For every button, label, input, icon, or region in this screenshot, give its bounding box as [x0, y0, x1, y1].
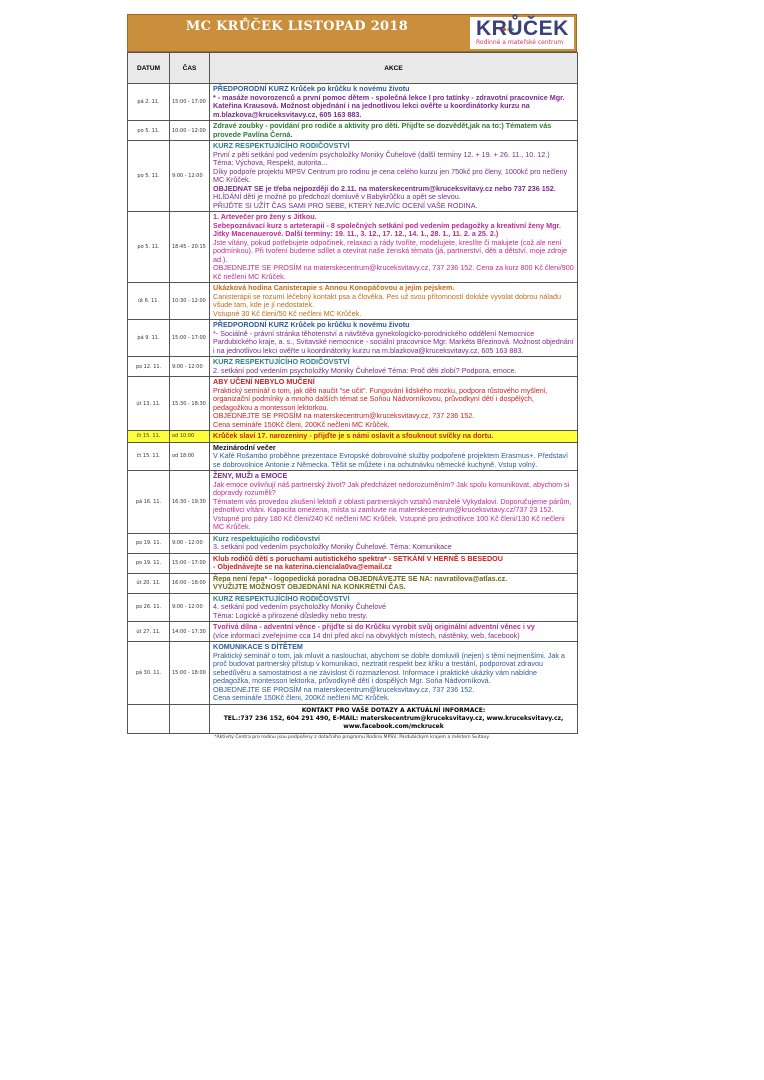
event-time: 15:00 - 17:00	[170, 553, 210, 573]
event-row	[128, 442, 578, 471]
event-text-line: KURZ RESPEKTUJÍCÍHO RODIČOVSTVÍ	[213, 357, 350, 366]
event-row	[128, 377, 578, 431]
event-text-line: OBJEDNEJTE SE PROSÍM na materskecentrum@kruceksvitavy.cz, 737 236 152.	[213, 411, 475, 420]
event-time: 9:00 - 12:00	[170, 533, 210, 553]
event-text-line: 2. setkání pod vedením psycholožky Moniky Čuhelové Téma: Proč děti zlobí? Podpora, emoce.	[213, 365, 517, 375]
event-time: 15:00 - 17:00	[170, 320, 210, 357]
event-text-line: Tématem vás provedou zkušení lektoři z oblasti partnerských vztahů manželé Vykydalovi. Doporučujeme párům, jednotlivci vítáni. Kapacita omezena, místa si zamluvte na materskecentrum@kruceksvitavy.cz/737 23 152. Vstupné pro páry 180 Kč členi/240 Kč nečleni MC Krůček. Vstupné pro jednotlivce 100 Kč členi/130 Kč nečleni MC Krůček.	[213, 496, 572, 531]
col-header-cas: ČAS	[170, 53, 210, 84]
event-text-line: Ukázková hodina Canisterapie s Annou Konopáčovou a jejím pejskem.	[213, 283, 455, 292]
event-description	[210, 357, 578, 377]
event-text-line: PŘEDPORODNÍ KURZ Krůček po krůčku k novému životu	[213, 320, 410, 329]
event-text-line: KOMUNIKACE S DÍTĚTEM	[213, 642, 303, 651]
event-description	[210, 141, 578, 212]
contact-spacer	[170, 704, 210, 733]
event-row	[128, 471, 578, 534]
event-text-line: Jak emoce ovlivňují náš partnerský život? Jak předcházet nedorozuměním? Jak spolu komunikovat, abychom si dopravdy rozuměli?	[213, 479, 570, 497]
event-row	[128, 357, 578, 377]
logo-subtitle: Rodinné a mateřské centrum	[476, 39, 564, 46]
event-description	[210, 442, 578, 471]
event-row	[128, 283, 578, 320]
event-time: 18:45 - 20:15	[170, 212, 210, 283]
event-date: pá 16. 11.	[128, 471, 170, 534]
event-description	[210, 593, 578, 622]
event-description	[210, 642, 578, 705]
event-date: út 27. 11.	[128, 622, 170, 642]
event-row	[128, 84, 578, 121]
event-description	[210, 377, 578, 431]
event-time: 16:00 - 18:00	[170, 573, 210, 593]
event-description	[210, 471, 578, 534]
event-text-line: První z pěti setkání pod vedením psycholožky Moniky Čuhelové (další termíny 12. + 19. + 26. 11., 10. 12.)	[213, 149, 550, 159]
event-text-line: Canisterapii se rozumí léčebný kontakt psa a člověka. Pes už svou přítomností dokáže vyvolat dobrou náladu všude tam, kde je jí nedostatek.	[213, 291, 561, 309]
event-text-line: Cena semináře 150Kč členi, 200Kč nečleni MC Krůček.	[213, 419, 390, 429]
event-description	[210, 121, 578, 141]
event-time: 16:30 - 19:30	[170, 471, 210, 534]
event-time: 9:00 - 12:00	[170, 357, 210, 377]
event-time: od 10:00	[170, 431, 210, 443]
event-text-line: Praktický seminář o tom, jak děti naučit "se učit". Fungování lidského mozku, podpora růstového myšlení, organizační podmínky a mnoho dalších témat se Soňou Nádvorníkovou, průvodkyní dětí i dospělých, pedagožkou a montessori lektorkou.	[213, 385, 548, 412]
event-text-line: Vstupné 30 Kč členi/50 Kč nečleni MC Krůček.	[213, 308, 362, 318]
event-text-line: Díky podpoře projektu MPSV Centrum pro rodinu je cena celého kurzu jen 750kč pro členy, 1000kč pro nečleny MC Krůček.	[213, 166, 568, 184]
event-date: po 19. 11.	[128, 553, 170, 573]
event-text-line: *- Sociálně - právní stránka těhotenství a návštěva gynekologicko-porodnického oddělení Nemocnice Pardubického kraje, a. s., Svitavské nemocnice - sociální pracovnice Mgr. Markéta Březinová. Možnost objednání i na jednotlivou lekci ověřte u koordinátorky kurzu na m.blazkova@kruceksvitavy.cz, 605 163 883.	[213, 328, 574, 355]
event-text-line: ŽENY, MUŽI a EMOCE	[213, 471, 288, 480]
event-row	[128, 573, 578, 593]
event-time: od 18:00	[170, 442, 210, 471]
event-date: pá 2. 11.	[128, 84, 170, 121]
contact-heading: KONTAKT PRO VAŠE DOTAZY A AKTUÁLNÍ INFORMACE:	[301, 706, 486, 714]
event-row	[128, 212, 578, 283]
col-header-akce: AKCE	[210, 53, 578, 84]
event-description	[210, 84, 578, 121]
logo-wordmark: KRŮČEK	[476, 17, 569, 40]
event-date: út 6. 11.	[128, 283, 170, 320]
event-time: 15:00 - 17:00	[170, 84, 210, 121]
event-text-line: Téma: Logické a přirozené důsledky nebo tresty.	[213, 610, 368, 620]
event-text-line: * - masáže novorozenců a první pomoc dětem - společná lekce I pro tatínky - zdravotní pracovnice Mgr. Kateřina Krausová. Možnost objednání i na jednotlivou lekci ověřte u koordinátorky kurzu na m.blazkova@kruceksvitavy.cz, 605 163 883.	[213, 92, 565, 119]
table-header-row	[128, 53, 578, 84]
event-text-line: - Objednávejte se na katerina.cienciala0va@email.cz	[213, 562, 392, 571]
event-date: pá 30. 11.	[128, 642, 170, 705]
event-row	[128, 533, 578, 553]
event-row	[128, 320, 578, 357]
event-text-line: 3. setkání pod vedením psycholožky Moniky Čuhelové. Téma: Komunikace	[213, 542, 452, 551]
krucek-logo	[470, 17, 574, 49]
contact-details: TEL.:737 236 152, 604 291 490, E-MAIL: materskecentrum@kruceksvitavy.cz, www.kruceksvitavy.cz,	[223, 714, 564, 722]
event-text-line: 1. Artevečer pro ženy s Jitkou.	[213, 212, 317, 221]
event-description	[210, 212, 578, 283]
event-row	[128, 642, 578, 705]
footnote: *Aktivity Centra pro rodinu jsou podpořeny z dotačního programu Rodina MPSV, Pardubickým krajem a městem Svitavy.	[214, 734, 490, 740]
event-text-line: Jste vítány, pokud potřebujete odpočinek, relaxaci a rády tvoříte, modelujete, kreslíte či malujete (což ale není podmínkou). Při tvoření budeme sdílet a otevírat naše ženská témata (já, partnerství, děti a dětství, moje zdroje ad.).	[213, 237, 567, 264]
event-text-line: PŘEDPORODNÍ KURZ Krůček po krůčku k novému životu	[213, 84, 410, 93]
event-date: út 13. 11.	[128, 377, 170, 431]
event-description	[210, 431, 578, 443]
event-text-line: Mezinárodní večer	[213, 442, 276, 452]
event-text-line: Tvořivá dílna - adventní věnce - přijďte si do Krůčku vyrobit svůj originální adventní věnec i vy	[213, 622, 535, 631]
event-date: čt 15. 11.	[128, 442, 170, 471]
contact-row	[128, 704, 578, 733]
event-text-line: (více informací zveřejníme cca 14 dní před akcí na obvyklých místech, nástěnky, web, facebook)	[213, 630, 520, 640]
event-time: 9:00 - 12:00	[170, 593, 210, 622]
event-row	[128, 553, 578, 573]
event-text-line: OBJEDNAT SE je třeba nejpozději do 2.11. na materskecentrum@kruceksvitavy.cz nebo 737 236 152.	[213, 183, 556, 193]
event-text-line: ABY UČENÍ NEBYLO MUČENÍ	[213, 377, 315, 386]
event-time: 14:00 - 17:30	[170, 622, 210, 642]
event-text-line: Kurz respektujícího rodičovství	[213, 533, 321, 543]
event-text-line: Téma: Výchova, Respekt, autorita...	[213, 158, 328, 167]
event-text-line: Krůček slaví 17. narozeniny - přijďte je s námi oslavit a sfouknout svíčky na dortu.	[213, 431, 494, 440]
program-sheet	[127, 14, 577, 740]
event-description	[210, 320, 578, 357]
event-text-line: V Kafé Rošambo proběhne prezentace Evropské dobrovolné služby podpořené projektem Erasmus+. Představí se dobrovolnice Antonie z Německa. Těšit se můžete i na ochutnávku německé kuchyně. Vstup volný.	[213, 451, 568, 469]
event-row	[128, 431, 578, 443]
event-time: 15:00 - 18:00	[170, 642, 210, 705]
event-description	[210, 573, 578, 593]
event-description	[210, 533, 578, 553]
event-text-line: 4. setkání pod vedením psycholožky Moniky Čuhelové	[213, 602, 386, 611]
event-text-line: OBJEDNEJTE SE PROSÍM na materskecentrum@kruceksvitavy.cz, 737 236 152.	[213, 684, 475, 694]
event-description	[210, 283, 578, 320]
event-row	[128, 622, 578, 642]
event-date: po 5. 11.	[128, 121, 170, 141]
col-header-datum: DATUM	[128, 53, 170, 84]
event-time: 10:30 - 12:00	[170, 283, 210, 320]
event-date: po 5. 11.	[128, 141, 170, 212]
event-date: po 19. 11.	[128, 533, 170, 553]
header-banner	[127, 14, 577, 52]
event-date: út 20. 11.	[128, 573, 170, 593]
event-text-line: Sebepoznávací kurz s arteterapií - 8 společných setkání pod vedením pedagožky a kreativní ženy Mgr. Jitky Macenauerové. Další termíny: 19. 11., 3. 12., 17. 12., 14. 1., 28. 1., 11. 2. a 25. 2.)	[213, 220, 561, 238]
event-time: 9:00 - 12:00	[170, 141, 210, 212]
event-date: po 26. 11.	[128, 593, 170, 622]
events-table	[127, 52, 578, 734]
events-body	[128, 84, 578, 705]
contact-spacer	[128, 704, 170, 733]
event-text-line: Klub rodičů dětí s poruchami autistického spektra* - SETKÁNÍ V HERNĚ S BESEDOU	[213, 553, 503, 563]
event-text-line: VYUŽIJTE MOŽNOST OBJEDNÁNÍ NA KONKRÉTNÍ ČAS.	[213, 582, 406, 591]
event-text-line: KURZ RESPEKTUJÍCÍHO RODIČOVSTVÍ	[213, 141, 350, 150]
event-row	[128, 593, 578, 622]
event-text-line: HLÍDÁNÍ dětí je možné po předchozí domluvě v Babykrůčku a opět se slevou.	[213, 192, 461, 201]
contact-facebook: www.facebook.com/mckrucek	[343, 722, 444, 730]
event-text-line: PŘIJĎTE SI UŽÍT ČAS SAMI PRO SEBE, KTERÝ NEJVÍC OCENÍ VAŠE RODINA.	[213, 200, 478, 210]
page-title: MC KRŮČEK LISTOPAD 2018	[185, 19, 409, 34]
event-text-line: KURZ RESPEKTUJÍCÍHO RODIČOVSTVÍ	[213, 593, 350, 603]
event-text-line: Řepa není řepa* - logopedická poradna OBJEDNÁVEJTE SE NA: navratilova@atlas.cz.	[213, 573, 508, 583]
event-text-line: Zdravé zoubky - povídání pro rodiče a aktivity pro děti. Přijďte se dozvědět,jak na to:) Tématem vás provede Pavlína Černá.	[213, 121, 552, 139]
contact-cell	[210, 704, 578, 733]
event-date: po 5. 11.	[128, 212, 170, 283]
event-text-line: Cena semináře 150Kč členi, 200Kč nečleni MC Krůček.	[213, 693, 390, 702]
event-description	[210, 622, 578, 642]
event-description	[210, 553, 578, 573]
event-text-line: Praktický seminář o tom, jak mluvit a naslouchat, abychom se dobře domluvili (nejen) s těmi nejmenšími. Jak a proč budovat partnerský přístup v komunikaci, neztratit respekt bez křiku a trestání, podporovat zdravou sebedůvěru a samostatnost a ne závislost či rozmazlenost. Informace i praktické ukázky vám nabídne pedagožka, montessori lektorka, průvodkyně dětí i dospělých Mgr. Soňa Nádvorníková.	[213, 650, 565, 685]
event-time: 15:30 - 18:30	[170, 377, 210, 431]
event-date: pá 9. 11.	[128, 320, 170, 357]
event-time: 10:00 - 12:00	[170, 121, 210, 141]
event-date: po 12. 11.	[128, 357, 170, 377]
event-text-line: OBJEDNEJTE SE PROSÍM na materskecentrum@kruceksvitavy.cz, 737 236 152. Cena za kurz 800 Kč členi/900 Kč nečleni MC Krůček.	[213, 263, 574, 281]
event-row	[128, 121, 578, 141]
event-row	[128, 141, 578, 212]
event-date: čt 15. 11.	[128, 431, 170, 443]
